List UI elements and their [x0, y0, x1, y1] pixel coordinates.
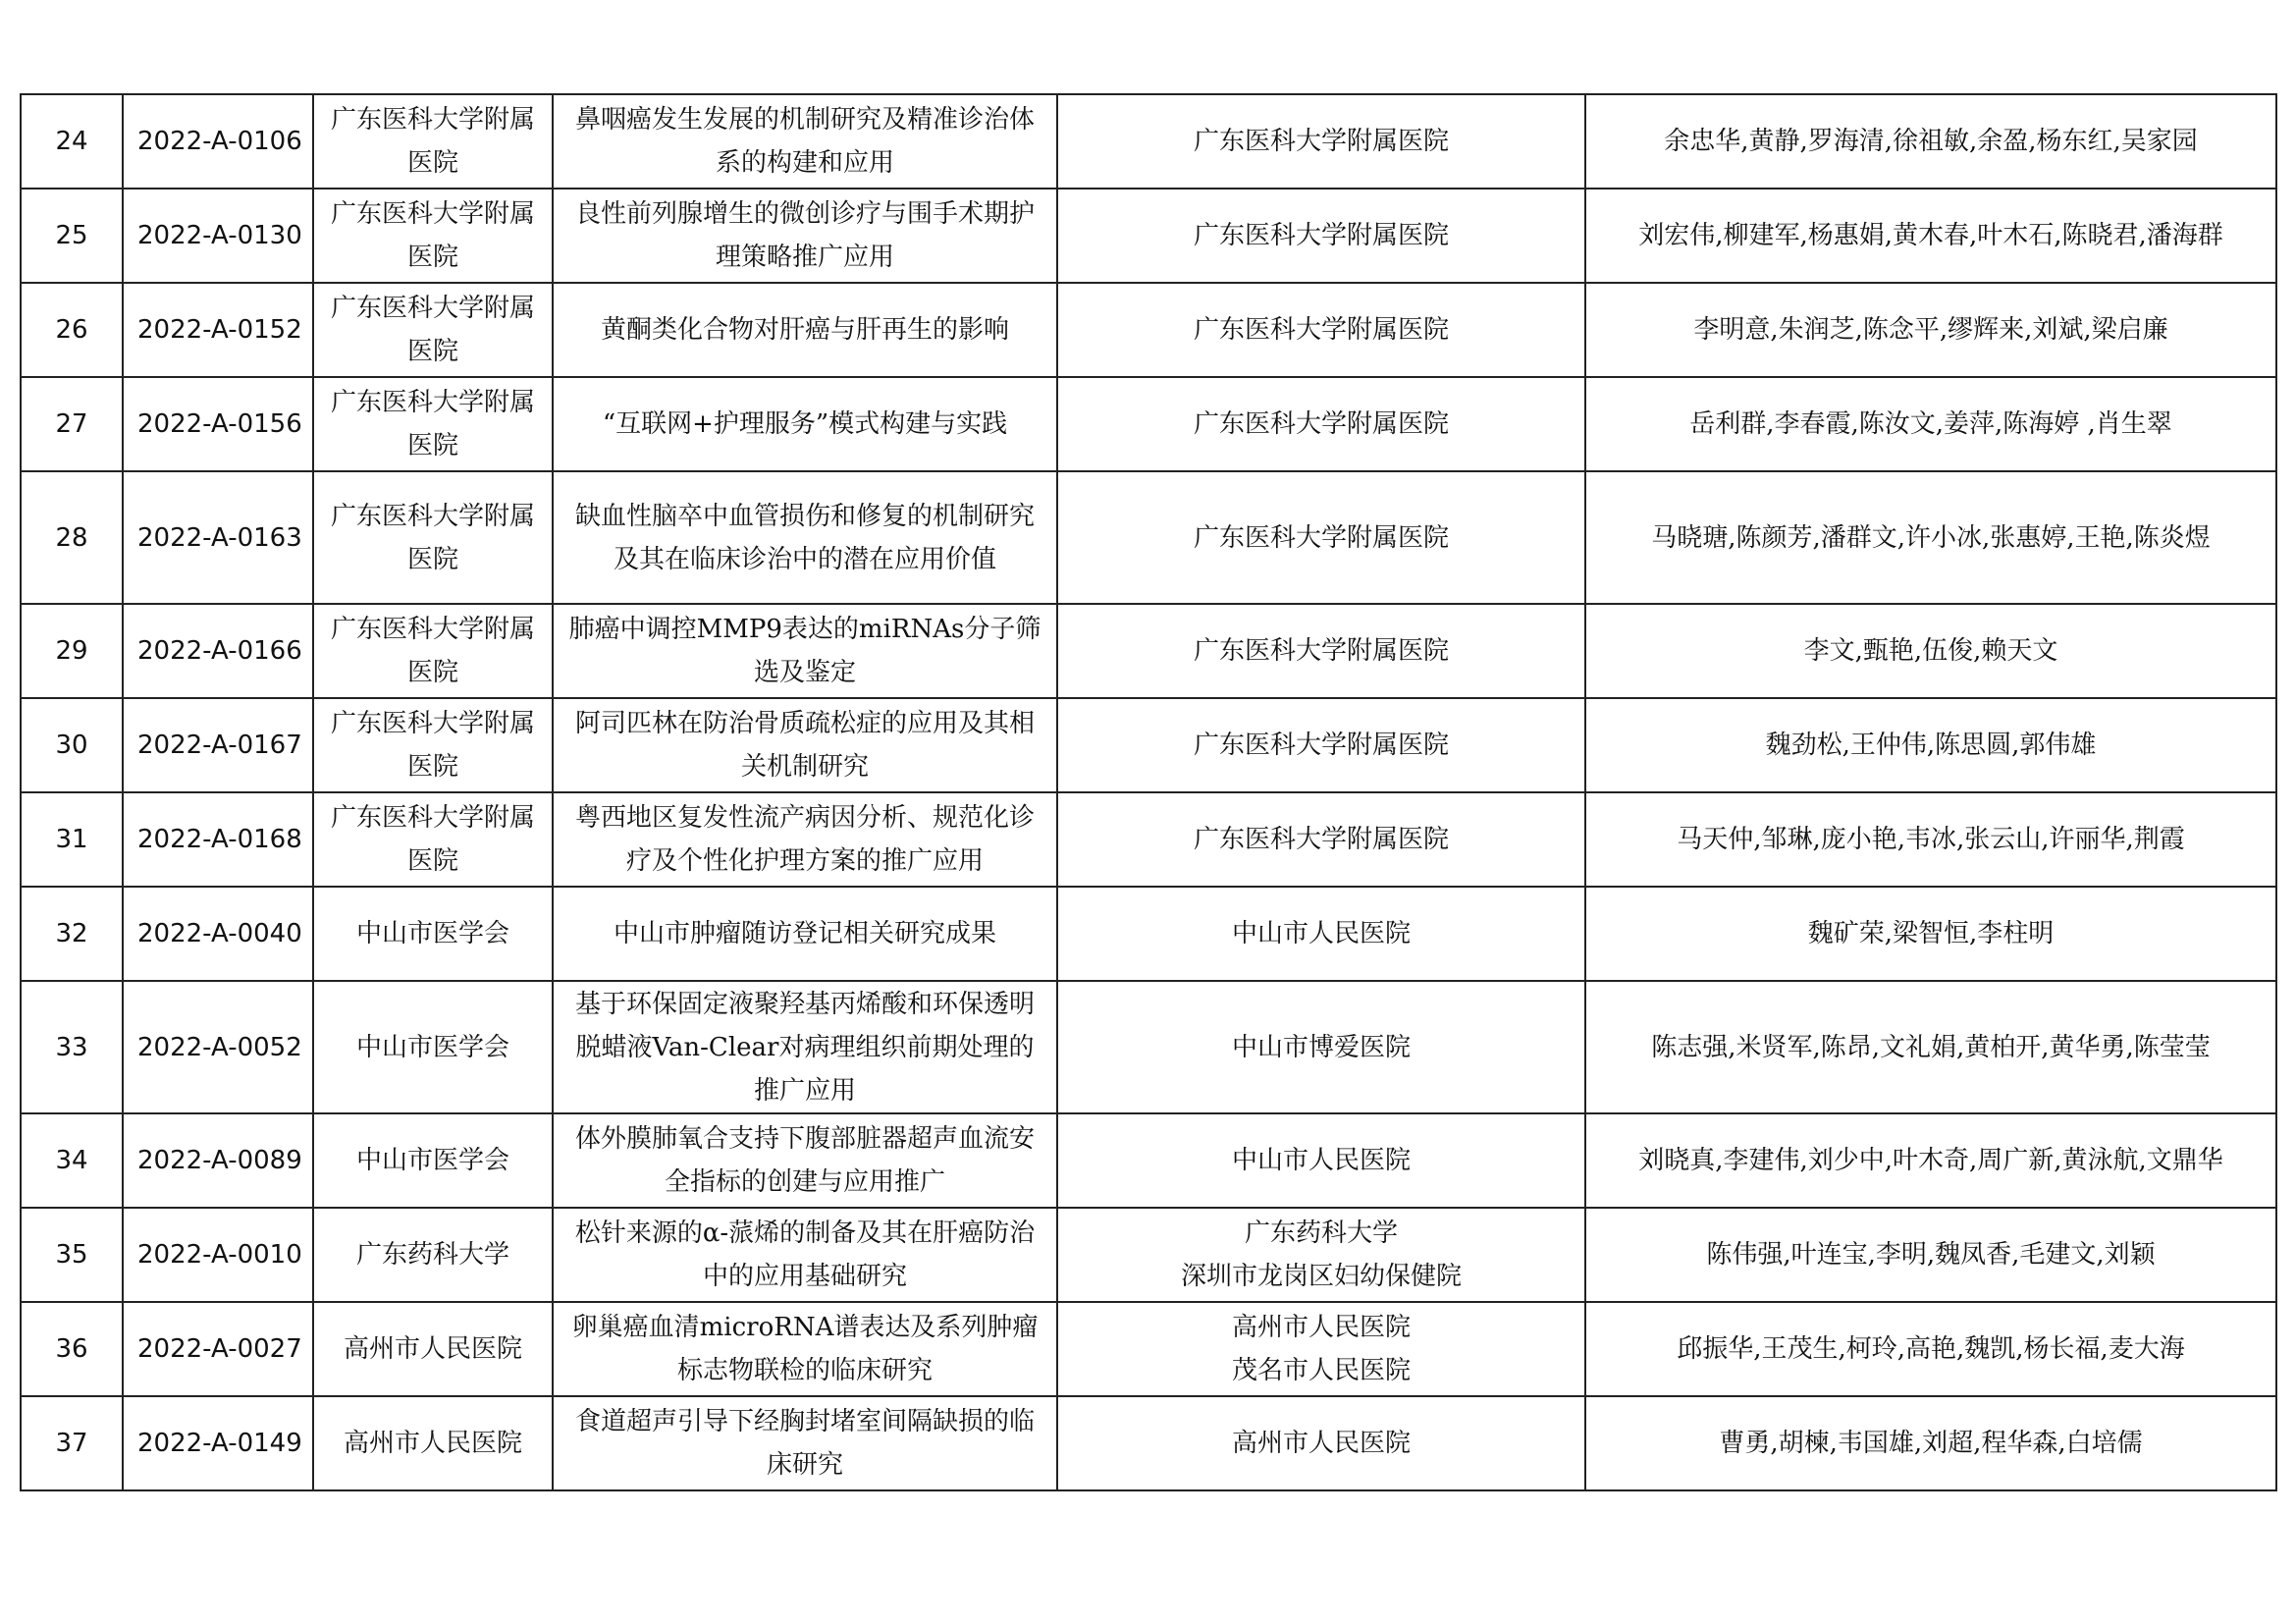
table-row: [21, 283, 2276, 377]
completing-units-cell: [1057, 981, 1585, 1113]
project-title-cell: 中山市肿瘤随访登记相关研究成果: [553, 887, 1057, 981]
completing-people-cell: 马晓瑭,陈颜芳,潘群文,许小冰,张惠婷,王艳,陈炎煜: [1585, 471, 2276, 604]
completing-unit: 广东医科大学附属医院: [1193, 731, 1449, 760]
table-row: [21, 1208, 2276, 1302]
completing-units-cell: [1057, 1113, 1585, 1208]
recommender-cell: 广东医科大学附属医院: [313, 189, 553, 283]
project-code-cell: 2022-A-0089: [123, 1113, 313, 1208]
completing-people-cell: 陈伟强,叶连宝,李明,魏凤香,毛建文,刘颖: [1585, 1208, 2276, 1302]
completing-unit: 广东药科大学: [1244, 1218, 1398, 1248]
project-title-cell: 粤西地区复发性流产病因分析、规范化诊疗及个性化护理方案的推广应用: [553, 792, 1057, 887]
completing-people-cell: 李明意,朱润芝,陈念平,缪辉来,刘斌,梁启廉: [1585, 283, 2276, 377]
table-body: [21, 94, 2276, 1490]
completing-people-cell: 岳利群,李春霞,陈汝文,姜萍,陈海婷 ,肖生翠: [1585, 377, 2276, 471]
completing-units-cell: [1057, 189, 1585, 283]
project-code-cell: 2022-A-0040: [123, 887, 313, 981]
table-row: [21, 471, 2276, 604]
completing-unit: 广东医科大学附属医院: [1193, 409, 1449, 439]
completing-people-cell: 余忠华,黄静,罗海清,徐祖敏,余盈,杨东红,吴家园: [1585, 94, 2276, 189]
row-number-cell: 30: [21, 698, 123, 792]
completing-people-cell: 马天仲,邹琳,庞小艳,韦冰,张云山,许丽华,荆霞: [1585, 792, 2276, 887]
row-number-cell: 26: [21, 283, 123, 377]
project-title-cell: 阿司匹林在防治骨质疏松症的应用及其相关机制研究: [553, 698, 1057, 792]
project-title-cell: 食道超声引导下经胸封堵室间隔缺损的临床研究: [553, 1396, 1057, 1490]
completing-unit: 广东医科大学附属医院: [1193, 315, 1449, 345]
table-row: [21, 1302, 2276, 1396]
completing-people-cell: 魏矿荣,梁智恒,李柱明: [1585, 887, 2276, 981]
table-row: [21, 189, 2276, 283]
row-number-cell: 27: [21, 377, 123, 471]
award-table: [20, 93, 2277, 1491]
completing-people-cell: 邱振华,王茂生,柯玲,高艳,魏凯,杨长福,麦大海: [1585, 1302, 2276, 1396]
table-row: [21, 1396, 2276, 1490]
recommender-cell: 广东医科大学附属医院: [313, 94, 553, 189]
project-code-cell: 2022-A-0106: [123, 94, 313, 189]
table-row: [21, 377, 2276, 471]
project-title-cell: 体外膜肺氧合支持下腹部脏器超声血流安全指标的创建与应用推广: [553, 1113, 1057, 1208]
completing-unit: 中山市博爱医院: [1231, 1032, 1411, 1062]
project-title-cell: 肺癌中调控MMP9表达的miRNAs分子筛选及鉴定: [553, 604, 1057, 698]
project-code-cell: 2022-A-0027: [123, 1302, 313, 1396]
completing-units-cell: [1057, 1396, 1585, 1490]
completing-people-cell: 李文,甄艳,伍俊,赖天文: [1585, 604, 2276, 698]
table-row: [21, 887, 2276, 981]
project-title-cell: “互联网+护理服务”模式构建与实践: [553, 377, 1057, 471]
project-code-cell: 2022-A-0152: [123, 283, 313, 377]
completing-units-cell: [1057, 1208, 1585, 1302]
completing-people-cell: 刘宏伟,柳建军,杨惠娟,黄木春,叶木石,陈晓君,潘海群: [1585, 189, 2276, 283]
recommender-cell: 广东医科大学附属医院: [313, 698, 553, 792]
completing-unit: 广东医科大学附属医院: [1193, 221, 1449, 250]
project-code-cell: 2022-A-0052: [123, 981, 313, 1113]
completing-units-cell: [1057, 471, 1585, 604]
project-title-cell: 卵巢癌血清microRNA谱表达及系列肿瘤标志物联检的临床研究: [553, 1302, 1057, 1396]
completing-units-cell: [1057, 94, 1585, 189]
project-title-cell: 缺血性脑卒中血管损伤和修复的机制研究及其在临床诊治中的潜在应用价值: [553, 471, 1057, 604]
table-row: [21, 94, 2276, 189]
completing-people-cell: 陈志强,米贤军,陈昂,文礼娟,黄柏开,黄华勇,陈莹莹: [1585, 981, 2276, 1113]
row-number-cell: 25: [21, 189, 123, 283]
row-number-cell: 36: [21, 1302, 123, 1396]
recommender-cell: 中山市医学会: [313, 887, 553, 981]
row-number-cell: 32: [21, 887, 123, 981]
recommender-cell: 高州市人民医院: [313, 1302, 553, 1396]
row-number-cell: 37: [21, 1396, 123, 1490]
completing-unit: 高州市人民医院: [1231, 1429, 1411, 1458]
row-number-cell: 35: [21, 1208, 123, 1302]
completing-units-cell: [1057, 887, 1585, 981]
completing-unit: 茂名市人民医院: [1231, 1356, 1411, 1385]
project-title-cell: 松针来源的α-蒎烯的制备及其在肝癌防治中的应用基础研究: [553, 1208, 1057, 1302]
recommender-cell: 广东药科大学: [313, 1208, 553, 1302]
row-number-cell: 34: [21, 1113, 123, 1208]
table-row: [21, 604, 2276, 698]
project-code-cell: 2022-A-0149: [123, 1396, 313, 1490]
recommender-cell: 广东医科大学附属医院: [313, 604, 553, 698]
row-number-cell: 31: [21, 792, 123, 887]
project-title-cell: 鼻咽癌发生发展的机制研究及精准诊治体系的构建和应用: [553, 94, 1057, 189]
recommender-cell: 广东医科大学附属医院: [313, 471, 553, 604]
completing-unit: 广东医科大学附属医院: [1193, 825, 1449, 854]
project-code-cell: 2022-A-0163: [123, 471, 313, 604]
completing-people-cell: 曹勇,胡楝,韦国雄,刘超,程华森,白培儒: [1585, 1396, 2276, 1490]
table-row: [21, 981, 2276, 1113]
completing-units-cell: [1057, 1302, 1585, 1396]
completing-unit: 广东医科大学附属医院: [1193, 636, 1449, 666]
row-number-cell: 28: [21, 471, 123, 604]
completing-people-cell: 魏劲松,王仲伟,陈思圆,郭伟雄: [1585, 698, 2276, 792]
completing-units-cell: [1057, 377, 1585, 471]
row-number-cell: 33: [21, 981, 123, 1113]
project-code-cell: 2022-A-0130: [123, 189, 313, 283]
project-code-cell: 2022-A-0156: [123, 377, 313, 471]
completing-unit: 中山市人民医院: [1231, 919, 1411, 948]
completing-unit: 深圳市龙岗区妇幼保健院: [1180, 1262, 1462, 1291]
project-title-cell: 良性前列腺增生的微创诊疗与围手术期护理策略推广应用: [553, 189, 1057, 283]
table-row: [21, 698, 2276, 792]
completing-units-cell: [1057, 604, 1585, 698]
row-number-cell: 29: [21, 604, 123, 698]
completing-unit: 高州市人民医院: [1231, 1313, 1411, 1342]
project-title-cell: 黄酮类化合物对肝癌与肝再生的影响: [553, 283, 1057, 377]
completing-unit: 中山市人民医院: [1231, 1146, 1411, 1175]
project-title-cell: 基于环保固定液聚羟基丙烯酸和环保透明脱蜡液Van-Clear对病理组织前期处理的推广应用: [553, 981, 1057, 1113]
table-row: [21, 1113, 2276, 1208]
recommender-cell: 中山市医学会: [313, 1113, 553, 1208]
recommender-cell: 广东医科大学附属医院: [313, 377, 553, 471]
project-code-cell: 2022-A-0168: [123, 792, 313, 887]
completing-unit: 广东医科大学附属医院: [1193, 127, 1449, 156]
completing-units-cell: [1057, 792, 1585, 887]
completing-units-cell: [1057, 698, 1585, 792]
recommender-cell: 广东医科大学附属医院: [313, 792, 553, 887]
project-code-cell: 2022-A-0166: [123, 604, 313, 698]
project-code-cell: 2022-A-0010: [123, 1208, 313, 1302]
row-number-cell: 24: [21, 94, 123, 189]
project-code-cell: 2022-A-0167: [123, 698, 313, 792]
recommender-cell: 中山市医学会: [313, 981, 553, 1113]
recommender-cell: 高州市人民医院: [313, 1396, 553, 1490]
table-row: [21, 792, 2276, 887]
completing-units-cell: [1057, 283, 1585, 377]
completing-people-cell: 刘晓真,李建伟,刘少中,叶木奇,周广新,黄泳航,文鼎华: [1585, 1113, 2276, 1208]
recommender-cell: 广东医科大学附属医院: [313, 283, 553, 377]
completing-unit: 广东医科大学附属医院: [1193, 522, 1449, 553]
